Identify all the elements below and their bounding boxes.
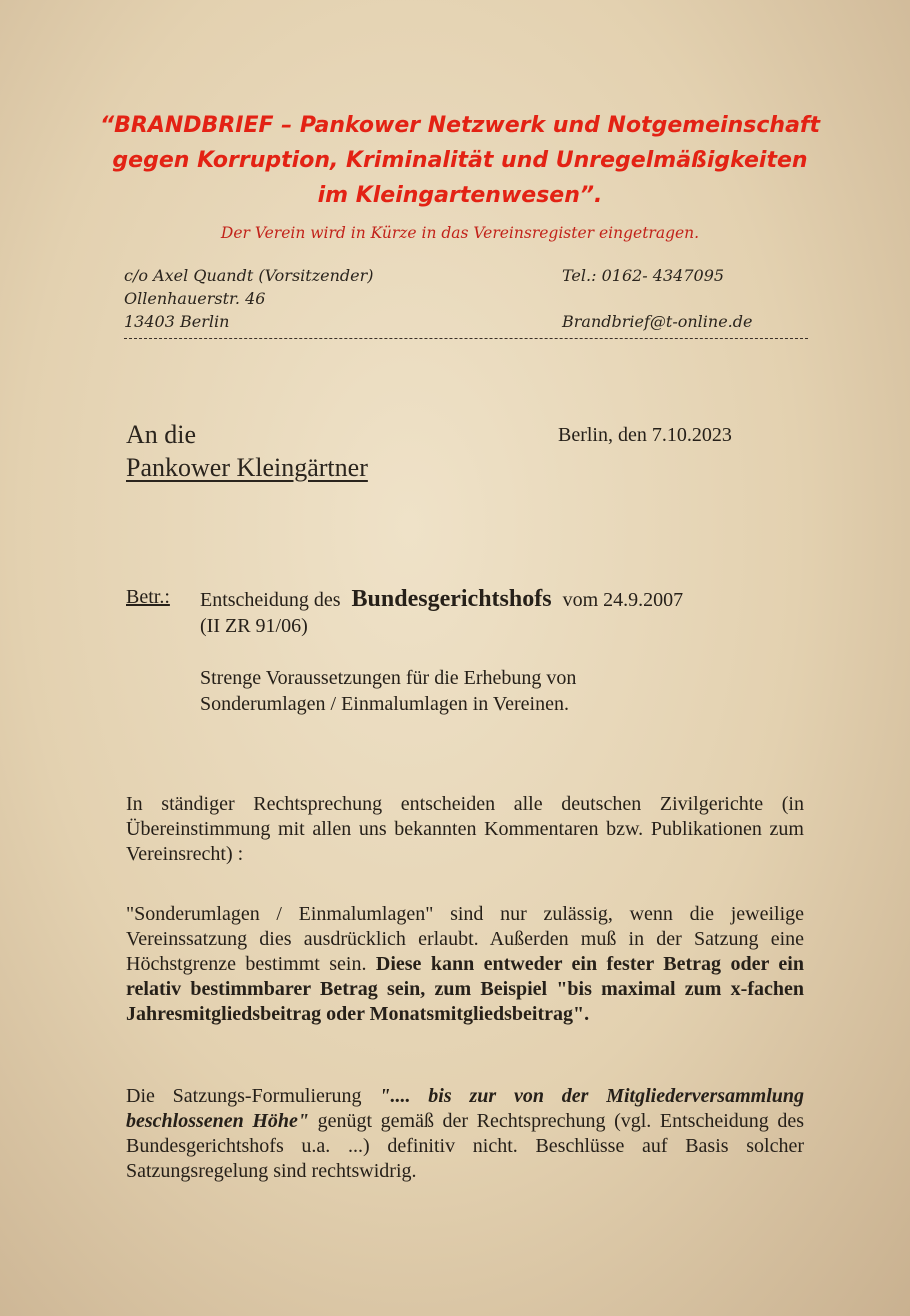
subject-line bbox=[200, 586, 800, 639]
paragraph-3-end: genügt gemäß der Rechtsprechung (vgl. Entscheidung des Bundesgerichtshofs u.a. ...) definitiv nicht. Beschlüsse auf Basis solcher Satzungsregelung sind rechtswidrig. bbox=[126, 1110, 805, 1182]
title-line-1: “BRANDBRIEF – Pankower Netzwerk und Notgemeinschaft bbox=[99, 113, 821, 138]
address-line-2: Ollenhauerstr. 46 bbox=[124, 289, 266, 308]
paragraph-2-text: "Sonderumlagen / Einmalumlagen" sind nur zulässig, wenn die jeweilige Vereinssatzung dies ausdrücklich erlaubt. Außerden muß in der Satzung eine Höchstgrenze bestimmt sein. bbox=[126, 903, 804, 975]
subject-pre: Entscheidung des bbox=[200, 589, 341, 611]
body-paragraph-3 bbox=[126, 1084, 804, 1184]
letterhead-title bbox=[60, 108, 860, 213]
body-paragraph-1: In ständiger Rechtsprechung entscheiden alle deutschen Zivilgerichte (in Übereinstimmung mit allen uns bekannten Kommentaren bzw. Publikationen zum Vereinsrecht) : bbox=[126, 793, 804, 865]
sender-email: Brandbrief@t-online.de bbox=[562, 312, 753, 331]
subject-desc-line-2: Sonderumlagen / Einmalumlagen in Vereinen. bbox=[200, 693, 569, 715]
subject-court: Bundesgerichtshofs bbox=[351, 586, 552, 612]
sender-phone: Tel.: 0162- 4347095 bbox=[562, 266, 725, 285]
body-paragraph-2 bbox=[126, 902, 804, 1027]
subject-case-number: (II ZR 91/06) bbox=[200, 615, 308, 637]
header-divider bbox=[124, 338, 808, 339]
subject-desc-line-1: Strenge Voraussetzungen für die Erhebung von bbox=[200, 667, 577, 689]
recipient-line-2: Pankower Kleingärtner bbox=[126, 453, 368, 482]
sender-address bbox=[124, 264, 374, 333]
recipient-line-1: An die bbox=[126, 420, 197, 449]
letterhead-subtitle: Der Verein wird in Kürze in das Vereinsregister eingetragen. bbox=[220, 224, 700, 242]
subject-label: Betr.: bbox=[126, 586, 170, 608]
address-line-1: c/o Axel Quandt (Vorsitzender) bbox=[124, 266, 374, 285]
letter-date: Berlin, den 7.10.2023 bbox=[558, 424, 732, 446]
recipient-block bbox=[126, 418, 368, 484]
title-line-2: gegen Korruption, Kriminalität und Unregelmäßigkeiten bbox=[112, 148, 808, 173]
subject-date: vom 24.9.2007 bbox=[562, 589, 684, 611]
paragraph-3-quote: ".... bis zur von der Mitgliederversammlung beschlossenen Höhe" bbox=[126, 1085, 805, 1132]
paragraph-2-bold-text: Diese kann entweder ein fester Betrag oder ein relativ bestimmbarer Betrag sein, zum Beispiel "bis maximal zum x-fachen Jahresmitgliedsbeitrag oder Monatsmitgliedsbeitrag". bbox=[126, 953, 804, 1025]
subject-description bbox=[200, 665, 760, 717]
address-line-3: 13403 Berlin bbox=[124, 312, 230, 331]
title-line-3: im Kleingartenwesen”. bbox=[317, 183, 603, 208]
paragraph-3-start: Die Satzungs-Formulierung bbox=[126, 1085, 362, 1107]
